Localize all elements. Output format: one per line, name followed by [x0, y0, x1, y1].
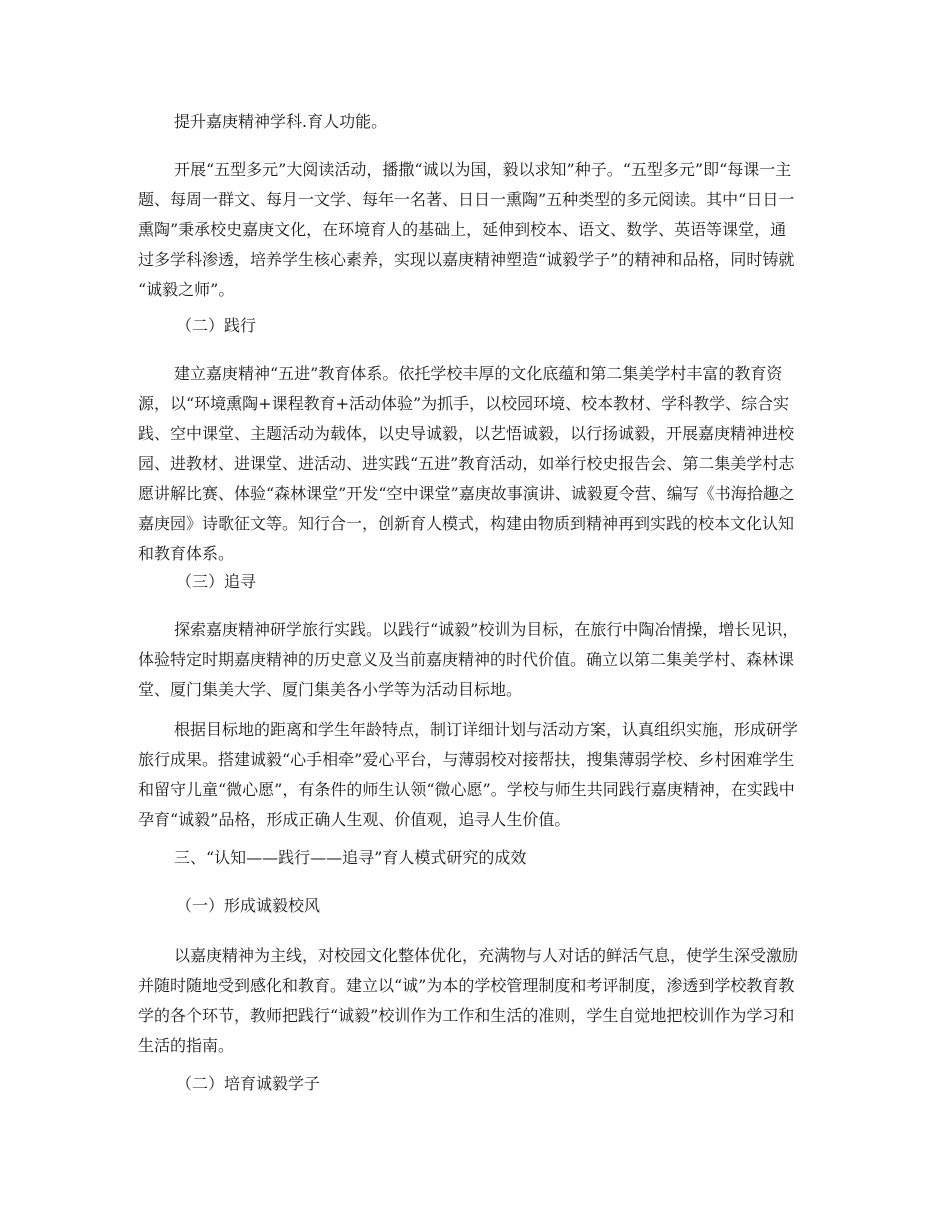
text-line: 建立嘉庚精神“五进”教育体系。依托学校丰厚的文化底蕴和第二集美学村丰富的教育资	[174, 364, 783, 383]
text-line: 熏陶”秉承校史嘉庚文化，在环境育人的基础上，延伸到校本、语文、数学、英语等课堂，通	[138, 220, 787, 239]
text-line: 园、进教材、进课堂、进活动、进实践“五进”教育活动，如举行校史报告会、第二集美学村志	[138, 454, 795, 473]
text-line: 开展“五型多元”大阅读活动，播撒“诚以为国，毅以求知”种子。“五型多元”即“每课一主	[174, 160, 792, 179]
text-line: （二）践行	[176, 316, 257, 335]
text-line: “诚毅之师”。	[138, 280, 235, 299]
text-line: 堂、厦门集美大学、厦门集美各小学等为活动目标地。	[138, 680, 523, 699]
text-line: 学的各个环节，教师把践行“诚毅”校训作为工作和生活的准则，学生自觉地把校训作为学习和	[138, 1006, 795, 1025]
paragraph-plan	[138, 715, 798, 835]
subheading-students	[176, 1069, 320, 1099]
text-line: 源，以“环境熏陶+课程教育+活动体验”为抓手，以校园环境、校本教材、学科教学、综合实	[138, 394, 790, 413]
text-line: 和教育体系。	[138, 544, 235, 563]
section-heading-results	[174, 843, 526, 873]
text-line: 孕育“诚毅”品格，形成正确人生观、价值观，追寻人生价值。	[138, 810, 571, 829]
subheading-school-spirit	[176, 891, 320, 921]
text-line: 旅行成果。搭建诚毅“心手相牵”爱心平台，与薄弱校对接帮扶，搜集薄弱学校、乡村困难学生	[138, 750, 795, 769]
text-line: 三、“认知——践行——追寻”育人模式研究的成效	[174, 848, 527, 867]
text-line: 生活的指南。	[138, 1036, 235, 1055]
text-line: 以嘉庚精神为主线，对校园文化整体优化，充满物与人对话的鲜活气息，使学生深受激励	[174, 946, 799, 965]
text-line: 过多学科渗透，培养学生核心素养，实现以嘉庚精神塑造“诚毅学子”的精神和品格，同时铸就	[138, 250, 795, 269]
text-line: （一）形成诚毅校风	[176, 896, 321, 915]
text-line: 提升嘉庚精神学科.育人功能。	[174, 112, 388, 131]
text-line: 和留守儿童“微心愿”，有条件的师生认领“微心愿”。学校与师生共同践行嘉庚精神，在实践中	[138, 780, 795, 799]
text-line: 愿讲解比赛、体验“森林课堂”开发“空中课堂”嘉庚故事演讲、诚毅夏令营、编写《书海拾趣之	[138, 484, 795, 503]
paragraph-five-entries	[138, 359, 795, 569]
subheading-pursue	[176, 567, 256, 597]
paragraph-study-travel	[138, 615, 798, 705]
text-line: 并随时随地受到感化和教育。建立以“诚”为本的学校管理制度和考评制度，渗透到学校教育教	[138, 976, 795, 995]
subheading-practice	[176, 311, 256, 341]
text-line: （二）培育诚毅学子	[176, 1074, 321, 1093]
text-line: 探索嘉庚精神研学旅行实践。以践行“诚毅”校训为目标，在旅行中陶冶情操，增长见识，	[174, 620, 799, 639]
paragraph-intro	[174, 107, 387, 137]
text-line: 嘉庚园》诗歌征文等。知行合一，创新育人模式，构建由物质到精神再到实践的校本文化认知	[138, 514, 795, 533]
text-line: 体验特定时期嘉庚精神的历史意义及当前嘉庚精神的时代价值。确立以第二集美学村、森林课	[138, 650, 795, 669]
text-line: 题、每周一群文、每月一文学、每年一名著、日日一熏陶”五种类型的多元阅读。其中“日日一	[138, 190, 795, 209]
text-line: 根据目标地的距离和学生年龄特点，制订详细计划与活动方案，认真组织实施，形成研学	[174, 720, 799, 739]
paragraph-reading	[138, 155, 794, 305]
text-line: （三）追寻	[176, 572, 257, 591]
text-line: 践、空中课堂、主题活动为载体，以史导诚毅，以艺悟诚毅，以行扬诚毅，开展嘉庚精神进校	[138, 424, 795, 443]
paragraph-school-culture	[138, 941, 798, 1061]
